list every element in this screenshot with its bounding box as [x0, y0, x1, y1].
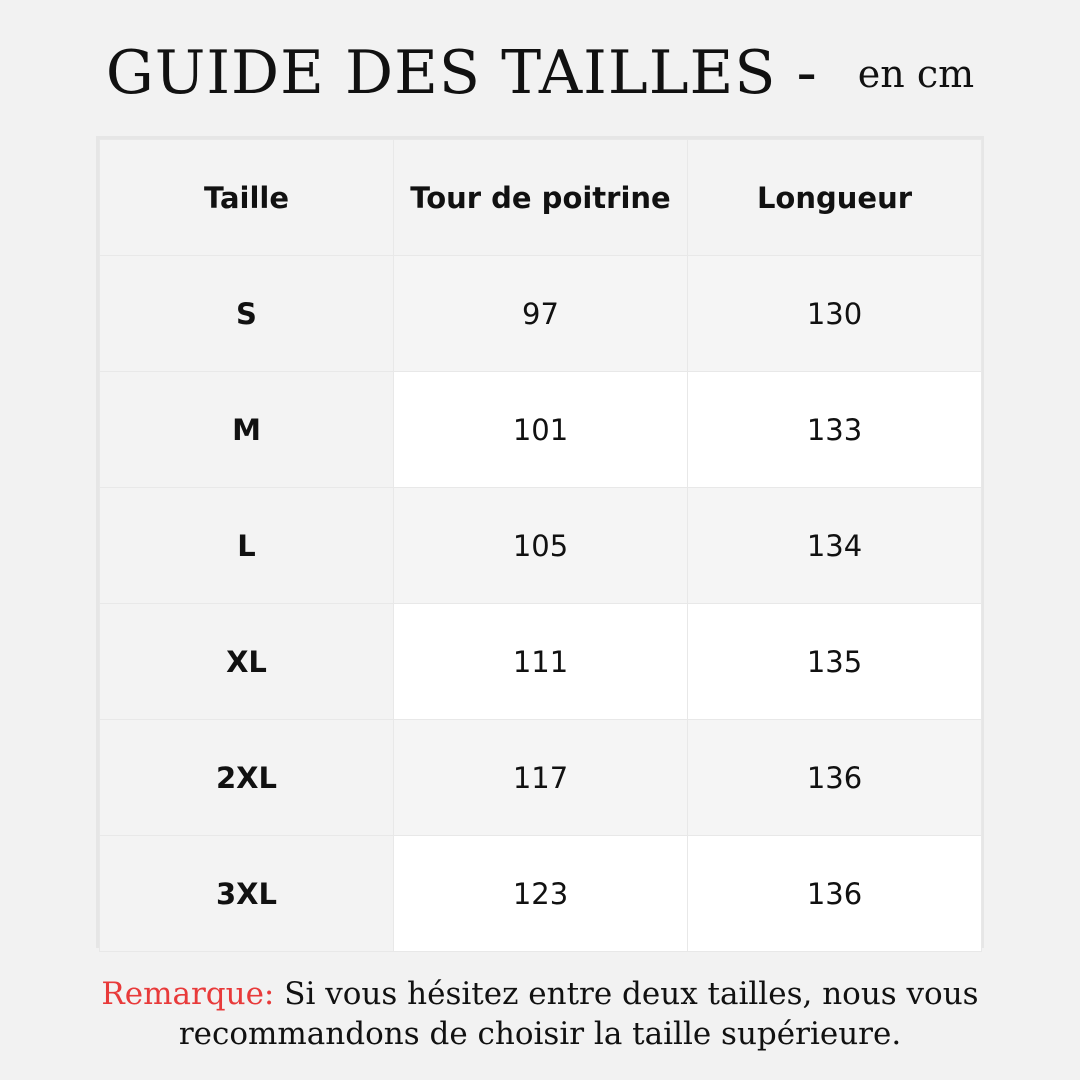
- length-cell: 133: [688, 372, 982, 488]
- header-tour-de-poitrine: Tour de poitrine: [394, 140, 688, 256]
- size-table-container: [96, 136, 984, 948]
- length-cell: 134: [688, 488, 982, 604]
- title-main: GUIDE DES TAILLES -: [105, 38, 818, 108]
- remark-label: Remarque:: [101, 976, 275, 1012]
- table-row: [100, 488, 982, 604]
- table-row: [100, 256, 982, 372]
- chest-cell: 97: [394, 256, 688, 372]
- page-title: [0, 38, 1080, 123]
- header-longueur: Longueur: [688, 140, 982, 256]
- size-cell: 3XL: [100, 836, 394, 952]
- table-row: [100, 372, 982, 488]
- size-cell: M: [100, 372, 394, 488]
- table-header-row: [100, 140, 982, 256]
- size-cell: 2XL: [100, 720, 394, 836]
- chest-cell: 111: [394, 604, 688, 720]
- size-cell: L: [100, 488, 394, 604]
- size-table: [99, 139, 982, 952]
- length-cell: 136: [688, 836, 982, 952]
- chest-cell: 117: [394, 720, 688, 836]
- size-cell: XL: [100, 604, 394, 720]
- table-row: [100, 836, 982, 952]
- header-taille: Taille: [100, 140, 394, 256]
- title-unit: en cm: [857, 52, 975, 96]
- chest-cell: 123: [394, 836, 688, 952]
- remark-text-line2: recommandons de choisir la taille supérieure.: [178, 1016, 902, 1052]
- length-cell: 136: [688, 720, 982, 836]
- chest-cell: 101: [394, 372, 688, 488]
- length-cell: 135: [688, 604, 982, 720]
- chest-cell: 105: [394, 488, 688, 604]
- table-row: [100, 604, 982, 720]
- length-cell: 130: [688, 256, 982, 372]
- table-row: [100, 720, 982, 836]
- size-cell: S: [100, 256, 394, 372]
- remark-note: [0, 974, 1080, 1054]
- remark-text: Si vous hésitez entre deux tailles, nous vous: [274, 976, 979, 1012]
